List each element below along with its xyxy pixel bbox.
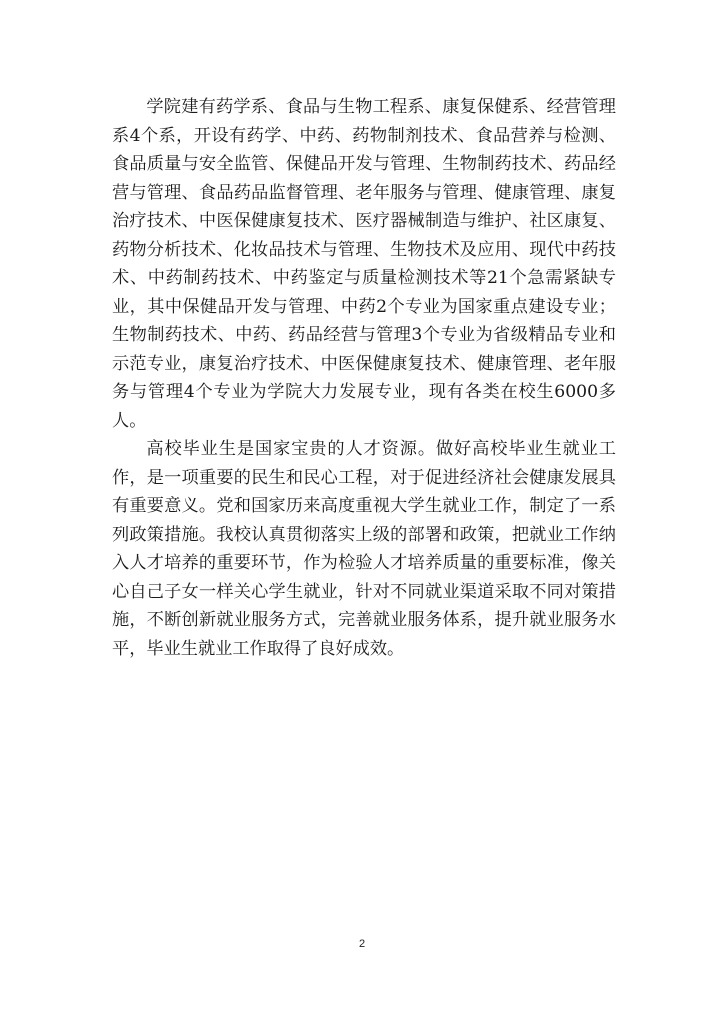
page-number: 2 [358,938,366,950]
paragraph-college-overview: 学院建有药学系、食品与生物工程系、康复保健系、经营管理系4个系，开设有药学、中药、药物制剂技术、食品营养与检测、食品质量与安全监管、保健品开发与管理、生物制药技术、药品经营与管理、食品药品监督管理、老年服务与管理、健康管理、康复治疗技术、中医保健康复技术、医疗器械制造与维护、社区康复、药物分析技术、化妆品技术与管理、生物技术及应用、现代中药技术、中药制药技术、中药鉴定与质量检测技术等21个急需紧缺专业，其中保健品开发与管理、中药2个专业为国家重点建设专业；生物制药技术、中药、药品经营与管理3个专业为省级精品专业和示范专业，康复治疗技术、中医保健康复技术、健康管理、老年服务与管理4个专业为学院大力发展专业，现有各类在校生6000多人。 [112,97,616,431]
paragraph-graduate-employment: 高校毕业生是国家宝贵的人才资源。做好高校毕业生就业工作，是一项重要的民生和民心工程，对于促进经济社会健康发展具有重要意义。党和国家历来高度重视大学生就业工作，制定了一系列政策措施。我校认真贯彻落实上级的部署和政策，把就业工作纳入人才培养的重要环节，作为检验人才培养质量的重要标准，像关心自己子女一样关心学生就业，针对不同就业渠道采取不同对策措施，不断创新就业服务方式，完善就业服务体系，提升就业服务水平，毕业生就业工作取得了良好成效。 [112,439,616,659]
document-body [112,93,616,663]
